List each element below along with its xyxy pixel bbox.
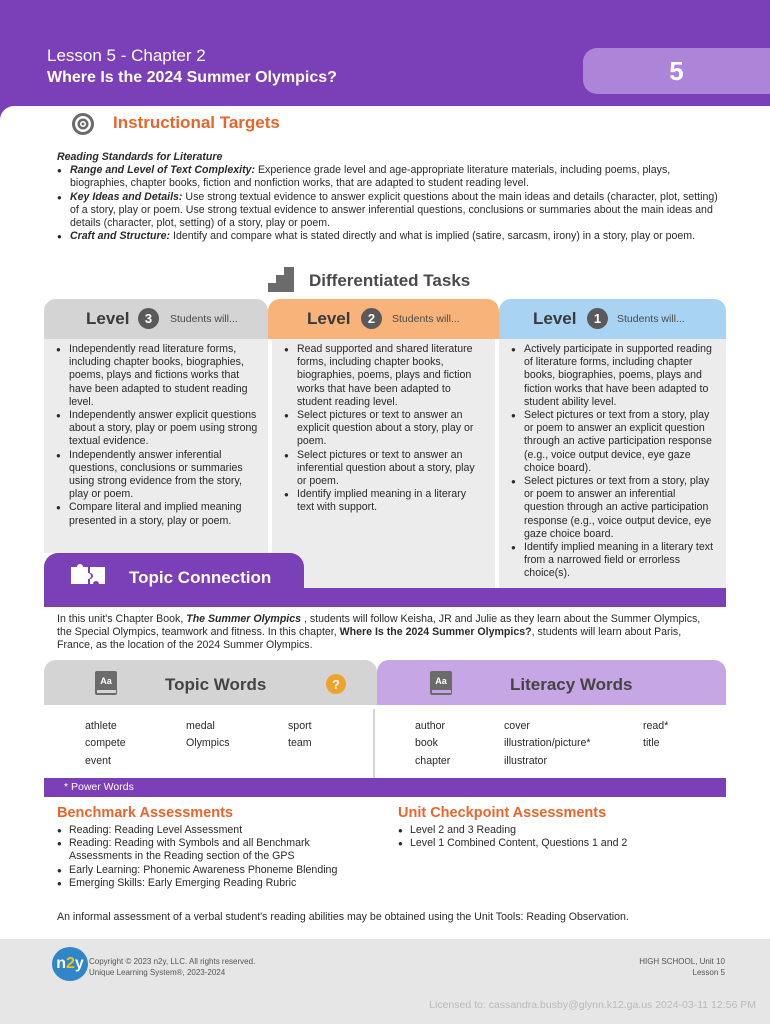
task-item: ● Independently read literature forms, including chapter books, biographies, poems, plays and fictions works that have been adapted to student reading level. xyxy=(56,343,258,409)
copyright-line: Copyright © 2023 n2y, LLC. All rights reserved. xyxy=(89,957,256,966)
benchmark-assessments-list xyxy=(57,824,367,890)
chapter-book-title: The Summer Olympics xyxy=(186,613,302,625)
puzzle-icon xyxy=(70,563,106,585)
level-2-header xyxy=(268,299,499,339)
topic-word: sport xyxy=(288,720,312,732)
standard-item xyxy=(57,191,729,231)
topic-word: compete xyxy=(85,737,126,749)
book-icon xyxy=(429,670,453,696)
students-will-label: Students will... xyxy=(170,313,238,325)
target-icon xyxy=(71,112,95,136)
topic-word: Olympics xyxy=(186,737,230,749)
literacy-word: read* xyxy=(643,720,669,732)
level-label: Level xyxy=(86,309,130,328)
unit-line: HIGH SCHOOL, Unit 10 xyxy=(639,957,725,966)
logo-n: n xyxy=(56,955,66,972)
differentiated-tasks-title: Differentiated Tasks xyxy=(309,271,471,290)
literacy-word: title xyxy=(643,737,660,749)
standards-heading: Reading Standards for Literature xyxy=(57,151,223,163)
literacy-words-header xyxy=(377,660,726,705)
topic-word: event xyxy=(85,755,111,767)
instructional-targets-tab xyxy=(47,106,310,142)
license-text: Licensed to: cassandra.busby@glynn.k12.ga.us 2024-03-11 12:56 PM xyxy=(429,999,756,1011)
literacy-word: chapter xyxy=(415,755,451,767)
checkpoint-item: ● Level 1 Combined Content, Questions 1 and 2 xyxy=(398,837,718,850)
benchmark-assessments-title: Benchmark Assessments xyxy=(57,805,233,821)
standard-term: Key Ideas and Details: xyxy=(70,190,183,203)
topic-words-title: Topic Words xyxy=(165,675,267,694)
stairs-icon xyxy=(268,266,294,292)
level-label: Level xyxy=(533,309,577,328)
benchmark-item: ● Emerging Skills: Early Emerging Reading Rubric xyxy=(57,877,367,890)
task-item: ● Read supported and shared literature forms, including chapter books, biographies, poems, plays and fiction works that have been adapted to student reading level. xyxy=(284,343,485,409)
tc-text-part: , students will follow Keisha, JR and Julie as they learn about the Summer Olympics, the Special Olympics, teamwork and fitness. In this chapter, xyxy=(57,613,701,639)
book-icon xyxy=(94,670,118,696)
standard-text: Experience grade level and age-appropriate literature materials, including poems, plays, biographies, chapter books, fiction and nonfiction works, that are adapted to student reading level. xyxy=(70,164,671,190)
task-item: ● Select pictures or text to answer an inferential question about a story, play or poem. xyxy=(284,449,485,489)
power-words-bar xyxy=(44,778,726,797)
task-item: ● Select pictures or text from a story, play or poem to answer an inferential question through an active participation response (e.g., voice output device, eye gaze choice board. xyxy=(511,475,716,541)
task-item: ● Actively participate in supported reading of literature forms, including chapter books, biographies, poems, plays and fiction works that have been adapted to student ability level. xyxy=(511,343,716,409)
level-1-header xyxy=(499,299,726,339)
checkpoint-item: ● Level 2 and 3 Reading xyxy=(398,824,718,837)
literacy-word: book xyxy=(415,737,438,749)
standard-text: Use strong textual evidence to answer explicit questions about the main ideas and details (character, plot, setting) of a story, play or poem. Use strong textual evidence to answer inferential questions, conclusions or summaries about the main ideas and details (character, plot, setting) of a story, play or poem. xyxy=(70,190,718,230)
standard-term: Craft and Structure: xyxy=(70,230,171,243)
topic-word: athlete xyxy=(85,720,117,732)
lesson-number-tab: 5 xyxy=(583,48,770,94)
logo-2: 2 xyxy=(65,955,75,972)
copyright-text xyxy=(89,957,255,978)
literacy-word: illustration/picture* xyxy=(504,737,591,749)
topic-connection-tab xyxy=(44,553,304,594)
level-badge: 3 xyxy=(138,308,159,329)
level-badge: 1 xyxy=(587,308,608,329)
benchmark-item: ● Reading: Reading with Symbols and all Benchmark Assessments in the Reading section of the GPS xyxy=(57,837,367,863)
words-divider xyxy=(373,709,375,778)
lesson-header xyxy=(0,0,770,106)
topic-words-header xyxy=(44,660,377,705)
level-3-tasks xyxy=(44,339,268,553)
benchmark-item: ● Early Learning: Phonemic Awareness Phoneme Blending xyxy=(57,864,367,877)
unit-info xyxy=(639,957,725,978)
task-item: ● Select pictures or text from a story, play or poem to answer an explicit question through an active participation response (e.g., voice output device, eye gaze choice board). xyxy=(511,409,716,475)
book-icon-text: Aa xyxy=(435,676,447,686)
lesson-line: Lesson 5 xyxy=(692,967,725,977)
standard-item xyxy=(57,164,729,190)
n2y-logo xyxy=(52,947,88,981)
topic-connection-label: Topic Connection xyxy=(129,568,272,587)
tc-text-part: , students will learn about Paris, France, as the location of the 2024 Summer Olympics. xyxy=(57,626,682,652)
benchmark-item: ● Reading: Reading Level Assessment xyxy=(57,824,367,837)
level-2-tasks xyxy=(272,339,495,588)
topic-word: medal xyxy=(186,720,215,732)
question-icon[interactable]: ? xyxy=(326,674,346,694)
task-item: ● Identify implied meaning in a literary text from a narrowed field or errorless choice(s). xyxy=(511,541,716,581)
task-item: ● Independently answer explicit questions about a story, play or poem using strong textual evidence. xyxy=(56,409,258,449)
standard-text: Identify and compare what is stated directly and what is implied (satire, sarcasm, irony) in a story, play or poem. xyxy=(170,230,696,243)
informal-assessment-note: An informal assessment of a verbal student's reading abilities may be obtained using the Unit Tools: Reading Observation. xyxy=(57,911,629,923)
book-icon-text: Aa xyxy=(100,676,112,686)
level-3-header xyxy=(44,299,268,339)
unit-checkpoint-list xyxy=(398,824,718,850)
instructional-targets-label: Instructional Targets xyxy=(113,113,280,132)
task-item: ● Independently answer inferential questions, conclusions or summaries using strong evidence from the story, play or poem. xyxy=(56,449,258,502)
lesson-label: Lesson 5 - Chapter 2 xyxy=(47,46,206,65)
literacy-word: author xyxy=(415,720,446,732)
chapter-title: Where Is the 2024 Summer Olympics? xyxy=(339,626,532,639)
tc-text-part: In this unit's Chapter Book, xyxy=(57,613,187,625)
lesson-title: Where Is the 2024 Summer Olympics? xyxy=(47,69,337,86)
header-notch-inner xyxy=(0,106,47,152)
level-label: Level xyxy=(307,309,351,328)
unit-checkpoint-title: Unit Checkpoint Assessments xyxy=(398,805,607,821)
page-footer xyxy=(0,939,770,1024)
literacy-words-title: Literacy Words xyxy=(510,675,633,694)
task-item: ● Identify implied meaning in a literary text with support. xyxy=(284,488,485,514)
students-will-label: Students will... xyxy=(392,313,460,325)
topic-connection-text xyxy=(57,613,717,653)
literacy-word: cover xyxy=(504,720,530,732)
level-1-tasks xyxy=(499,339,726,588)
topic-word: team xyxy=(288,737,312,749)
level-badge: 2 xyxy=(361,308,382,329)
reading-standards xyxy=(57,151,729,243)
students-will-label: Students will... xyxy=(617,313,685,325)
standard-item xyxy=(57,230,729,243)
task-item: ● Select pictures or text to answer an explicit question about a story, play or poem. xyxy=(284,409,485,449)
literacy-word: illustrator xyxy=(504,755,547,767)
logo-y: y xyxy=(74,955,84,972)
system-line: Unique Learning System®, 2023-2024 xyxy=(89,967,226,977)
task-item: ● Compare literal and implied meaning presented in a story, play or poem. xyxy=(56,501,258,527)
power-words-note: * Power Words xyxy=(64,781,134,793)
standard-term: Range and Level of Text Complexity: xyxy=(70,164,256,177)
